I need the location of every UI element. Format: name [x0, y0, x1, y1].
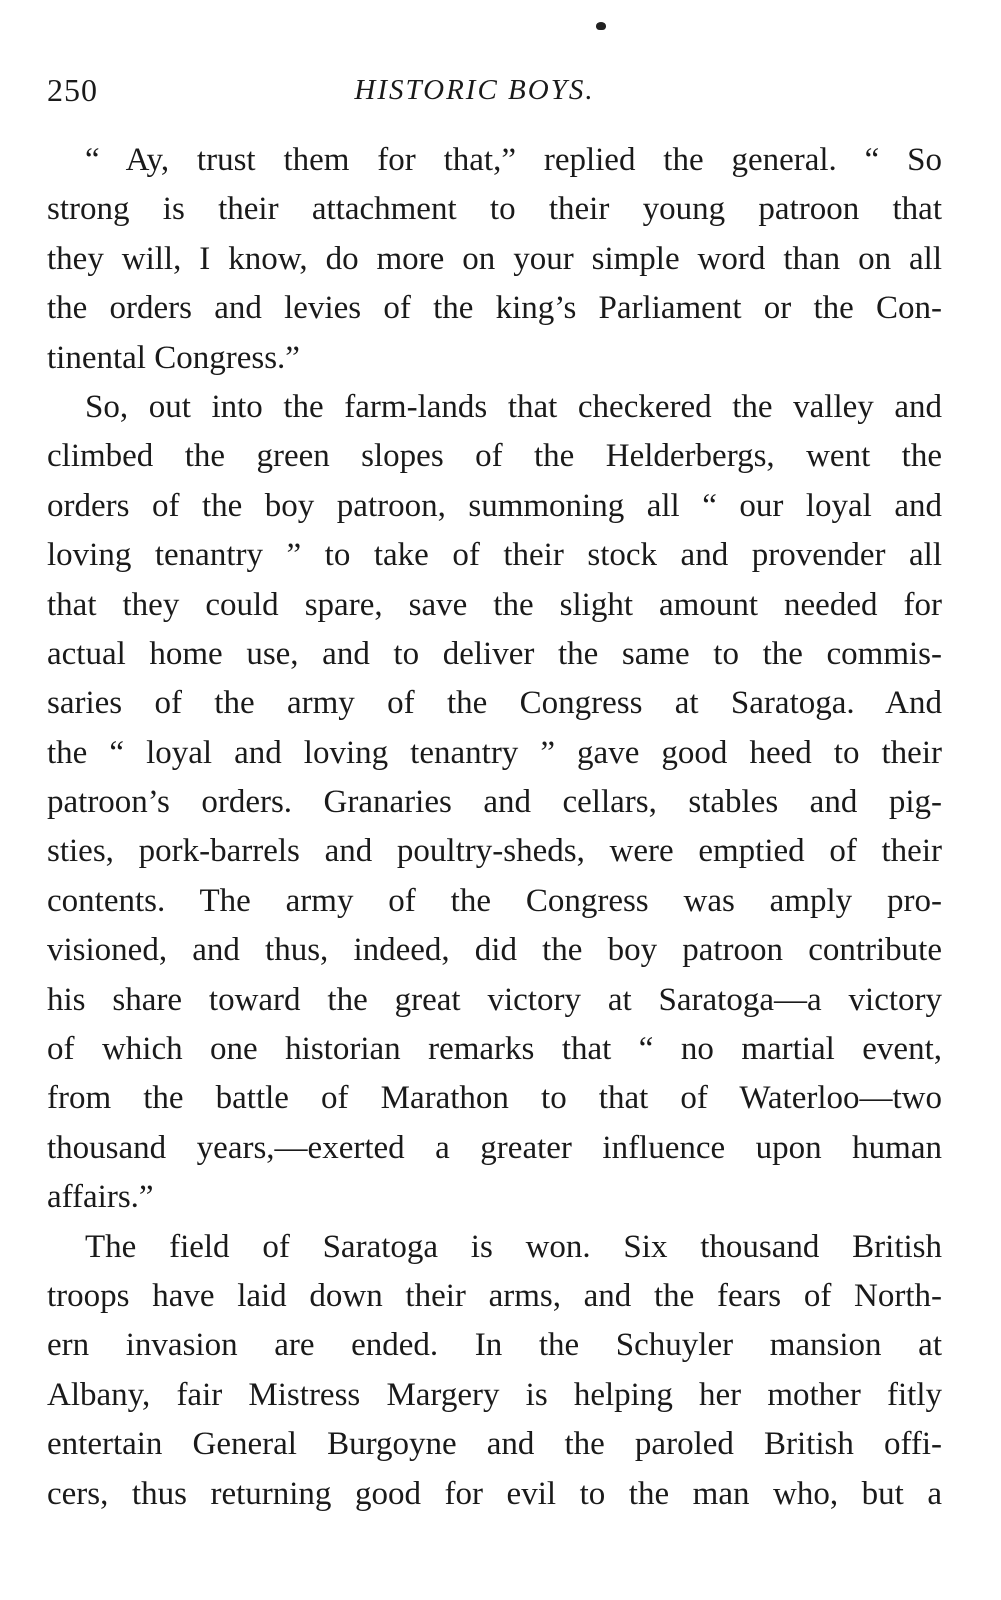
text-line: from the battle of Marathon to that of Waterloo—two — [47, 1080, 942, 1117]
text-line: sties, pork-barrels and poultry-sheds, were emptied of their — [47, 833, 942, 870]
text-line: actual home use, and to deliver the same to the commis- — [47, 635, 942, 672]
text-line: orders of the boy patroon, summoning all “ our loyal and — [47, 487, 942, 524]
text-line: ern invasion are ended. In the Schuyler mansion at — [47, 1327, 942, 1364]
text-line: of which one historian remarks that “ no martial event, — [47, 1031, 942, 1068]
text-line: his share toward the great victory at Saratoga—a victory — [47, 981, 942, 1018]
body-text — [47, 136, 942, 1519]
text-line: the “ loyal and loving tenantry ” gave good heed to their — [47, 734, 942, 771]
ink-speck — [596, 22, 606, 30]
text-line: cers, thus returning good for evil to the man who, but a — [47, 1475, 942, 1512]
text-line: troops have laid down their arms, and the fears of North- — [47, 1277, 942, 1314]
text-line: So, out into the farm-lands that checkered the valley and — [85, 388, 942, 425]
running-title: HISTORIC BOYS. — [354, 74, 595, 106]
text-line: thousand years,—exerted a greater influence upon human — [47, 1129, 942, 1166]
text-line: Albany, fair Mistress Margery is helping her mother fitly — [47, 1376, 942, 1413]
text-line: climbed the green slopes of the Helderbergs, went the — [47, 438, 942, 475]
text-line: “ Ay, trust them for that,” replied the general. “ So — [85, 142, 942, 178]
text-line: patroon’s orders. Granaries and cellars, stables and pig- — [47, 784, 942, 821]
text-line: that they could spare, save the slight amount needed for — [47, 586, 942, 623]
page-header — [47, 72, 942, 112]
text-line: they will, I know, do more on your simple word than on all — [47, 240, 942, 277]
text-line: The field of Saratoga is won. Six thousand British — [85, 1228, 942, 1265]
page-number: 250 — [47, 72, 98, 108]
text-line: affairs.” — [47, 1179, 154, 1216]
text-line: contents. The army of the Congress was amply pro- — [47, 882, 942, 919]
text-line: entertain General Burgoyne and the paroled British offi- — [47, 1426, 942, 1463]
text-line: tinental Congress.” — [47, 339, 300, 376]
text-line: saries of the army of the Congress at Saratoga. And — [47, 685, 942, 722]
text-line: loving tenantry ” to take of their stock and provender all — [47, 537, 942, 574]
text-line: strong is their attachment to their young patroon that — [47, 191, 942, 228]
text-line: visioned, and thus, indeed, did the boy patroon contribute — [47, 932, 942, 969]
text-line: the orders and levies of the king’s Parliament or the Con- — [47, 290, 942, 327]
